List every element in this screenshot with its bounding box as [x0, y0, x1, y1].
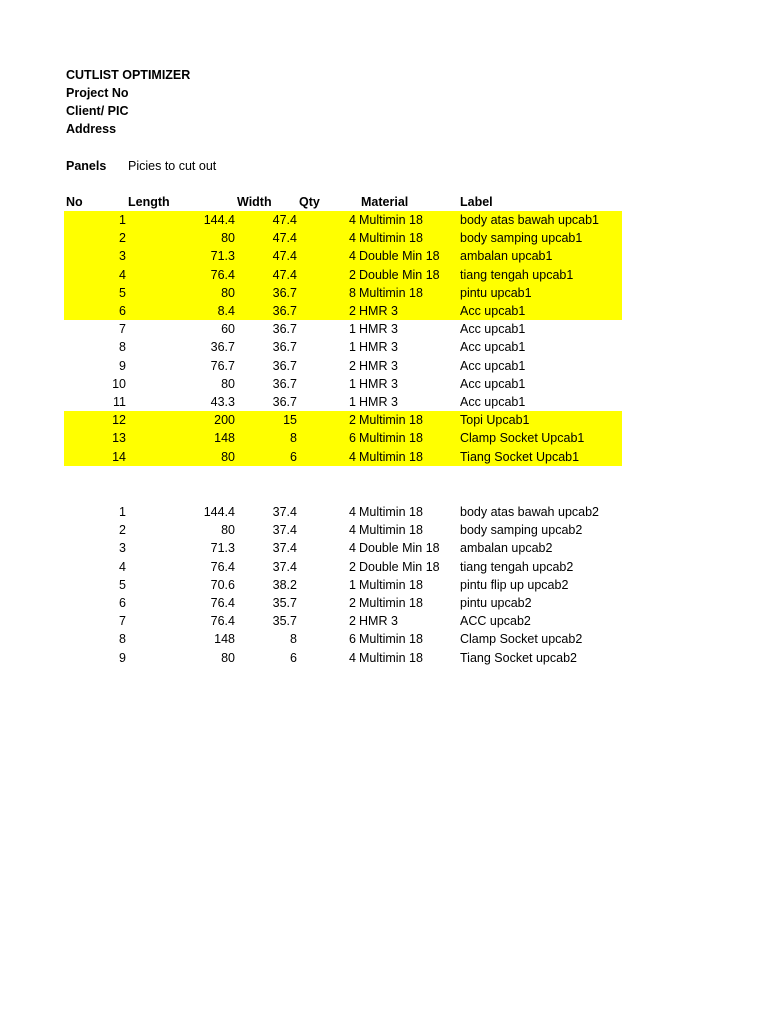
- cell-no: 4: [119, 267, 126, 282]
- cell-material: HMR 3: [359, 395, 398, 409]
- cell-label: Clamp Socket Upcab1: [460, 431, 585, 446]
- table-row: [64, 649, 622, 667]
- cell-no: 5: [119, 285, 126, 300]
- cell-qty: 4: [349, 505, 356, 519]
- table-row: [64, 503, 622, 521]
- table-row: [64, 558, 622, 576]
- cell-material: HMR 3: [359, 376, 398, 391]
- cell-length: 36.7: [210, 340, 235, 355]
- cell-length: 148: [214, 632, 235, 647]
- cell-length: 148: [214, 431, 235, 446]
- cell-no: 8: [119, 632, 126, 647]
- cell-no: 7: [119, 322, 126, 337]
- cell-qty: 4: [349, 213, 356, 227]
- cell-no: 7: [119, 614, 126, 629]
- table-row: [64, 539, 622, 557]
- cell-qty: 2: [349, 596, 356, 610]
- cell-no: 2: [119, 231, 126, 246]
- cell-label: tiang tengah upcab1: [460, 267, 574, 282]
- cell-qty: 2: [349, 413, 356, 428]
- cell-material: Multimin 18: [359, 505, 423, 519]
- cell-label: body atas bawah upcab1: [460, 213, 599, 227]
- cell-length: 71.3: [210, 249, 235, 264]
- table-row: [64, 630, 622, 648]
- cell-width: 15: [283, 413, 297, 428]
- cell-no: 3: [119, 541, 126, 556]
- cell-width: 37.4: [272, 505, 297, 519]
- table-row: [64, 338, 622, 356]
- cell-qty: 2: [349, 358, 356, 373]
- cell-qty: 4: [349, 449, 356, 464]
- cell-length: 8.4: [217, 304, 235, 318]
- cell-material: HMR 3: [359, 614, 398, 629]
- cell-material: Double Min 18: [359, 249, 440, 264]
- cell-width: 8: [290, 431, 297, 446]
- cell-no: 13: [112, 431, 126, 446]
- cell-material: Multimin 18: [359, 523, 423, 538]
- cell-length: 144.4: [203, 213, 235, 227]
- cell-material: Multimin 18: [359, 231, 423, 246]
- cell-material: Multimin 18: [359, 650, 423, 665]
- table-row: [64, 612, 622, 630]
- cell-no: 2: [119, 523, 126, 538]
- cell-width: 8: [290, 632, 297, 647]
- cell-material: Multimin 18: [359, 285, 423, 300]
- cell-no: 6: [119, 596, 126, 610]
- cell-length: 76.4: [210, 267, 235, 282]
- cell-no: 1: [119, 505, 126, 519]
- cell-width: 37.4: [272, 559, 297, 574]
- cell-qty: 2: [349, 614, 356, 629]
- cell-material: Multimin 18: [359, 431, 423, 446]
- table-row: [64, 247, 622, 265]
- cell-material: Multimin 18: [359, 577, 423, 592]
- cell-qty: 1: [349, 340, 356, 355]
- cell-label: pintu upcab2: [460, 596, 532, 610]
- table-row: [64, 576, 622, 594]
- cell-length: 80: [221, 650, 235, 665]
- cell-no: 3: [119, 249, 126, 264]
- cell-qty: 2: [349, 267, 356, 282]
- cell-width: 47.4: [272, 213, 297, 227]
- cell-no: 6: [119, 304, 126, 318]
- cell-label: Clamp Socket upcab2: [460, 632, 583, 647]
- cell-label: Topi Upcab1: [460, 413, 530, 428]
- cell-material: HMR 3: [359, 358, 398, 373]
- cell-material: Double Min 18: [359, 267, 440, 282]
- table-row: [64, 521, 622, 539]
- cell-label: Acc upcab1: [460, 395, 526, 409]
- cell-width: 36.7: [272, 340, 297, 355]
- table-row: [64, 594, 622, 612]
- cell-qty: 2: [349, 559, 356, 574]
- cell-qty: 4: [349, 231, 356, 246]
- cell-width: 47.4: [272, 267, 297, 282]
- sheet-title: CUTLIST OPTIMIZER: [66, 68, 191, 82]
- cell-label: tiang tengah upcab2: [460, 559, 574, 574]
- cell-length: 80: [221, 285, 235, 300]
- table-row: [64, 357, 622, 375]
- cell-qty: 4: [349, 523, 356, 538]
- cell-width: 36.7: [272, 376, 297, 391]
- cell-label: ACC upcab2: [460, 614, 531, 629]
- table-row: [64, 284, 622, 302]
- cell-qty: 4: [349, 249, 356, 264]
- cell-qty: 6: [349, 431, 356, 446]
- cell-qty: 2: [349, 304, 356, 318]
- cell-qty: 4: [349, 650, 356, 665]
- cell-width: 36.7: [272, 322, 297, 337]
- cell-no: 14: [112, 449, 126, 464]
- cell-width: 36.7: [272, 395, 297, 409]
- panels-note: Picies to cut out: [128, 159, 217, 173]
- cell-material: HMR 3: [359, 322, 398, 337]
- cell-length: 76.4: [210, 596, 235, 610]
- cell-label: pintu flip up upcab2: [460, 577, 569, 592]
- cell-length: 144.4: [203, 505, 235, 519]
- cell-width: 47.4: [272, 231, 297, 246]
- table-row: [64, 375, 622, 393]
- cell-width: 47.4: [272, 249, 297, 264]
- panels-label: Panels: [66, 159, 107, 173]
- cell-material: HMR 3: [359, 340, 398, 355]
- cell-width: 35.7: [272, 596, 297, 610]
- cell-label: body atas bawah upcab2: [460, 505, 599, 519]
- cell-width: 36.7: [272, 358, 297, 373]
- table-row: [64, 393, 622, 411]
- project-no-label: Project No: [66, 86, 129, 100]
- col-header-material: Material: [361, 195, 409, 209]
- cell-length: 200: [214, 413, 235, 428]
- cell-no: 5: [119, 577, 126, 592]
- cell-no: 1: [119, 213, 126, 227]
- table-row: [64, 266, 622, 284]
- cell-length: 76.4: [210, 614, 235, 629]
- cell-material: Multimin 18: [359, 596, 423, 610]
- table-row: [64, 211, 622, 229]
- cell-label: Acc upcab1: [460, 322, 526, 337]
- cell-length: 80: [221, 523, 235, 538]
- client-label: Client/ PIC: [66, 104, 129, 118]
- cell-width: 38.2: [272, 577, 297, 592]
- cell-length: 80: [221, 231, 235, 246]
- cell-material: Multimin 18: [359, 213, 423, 227]
- cell-length: 76.4: [210, 559, 235, 574]
- cell-length: 76.7: [210, 358, 235, 373]
- cell-no: 10: [112, 376, 126, 391]
- cell-qty: 1: [349, 395, 356, 409]
- table-row: [64, 448, 622, 466]
- cell-width: 35.7: [272, 614, 297, 629]
- cell-no: 11: [113, 395, 126, 409]
- table-row: [64, 320, 622, 338]
- cell-label: Acc upcab1: [460, 358, 526, 373]
- cell-no: 8: [119, 340, 126, 355]
- cell-material: HMR 3: [359, 304, 398, 318]
- col-header-no: No: [66, 195, 83, 209]
- cell-label: body samping upcab2: [460, 523, 583, 538]
- col-header-qty: Qty: [299, 195, 320, 209]
- cell-width: 36.7: [272, 285, 297, 300]
- cell-length: 60: [221, 322, 235, 337]
- table-row: [64, 302, 622, 320]
- cell-length: 71.3: [210, 541, 235, 556]
- cell-no: 4: [119, 559, 126, 574]
- cell-material: Multimin 18: [359, 449, 423, 464]
- cell-material: Double Min 18: [359, 541, 440, 556]
- cell-material: Multimin 18: [359, 413, 423, 428]
- cell-label: pintu upcab1: [460, 285, 532, 300]
- col-header-width: Width: [237, 195, 272, 209]
- cell-width: 37.4: [272, 523, 297, 538]
- cell-qty: 4: [349, 541, 356, 556]
- cell-qty: 1: [349, 376, 356, 391]
- cell-width: 37.4: [272, 541, 297, 556]
- table-row: [64, 229, 622, 247]
- table-row: [64, 411, 622, 429]
- cell-label: body samping upcab1: [460, 231, 583, 246]
- cell-label: Tiang Socket Upcab1: [460, 449, 580, 464]
- cell-no: 9: [119, 650, 126, 665]
- cell-label: ambalan upcab2: [460, 541, 553, 556]
- cell-no: 9: [119, 358, 126, 373]
- cell-length: 80: [221, 376, 235, 391]
- cell-qty: 6: [349, 632, 356, 647]
- cell-length: 80: [221, 449, 235, 464]
- cell-label: Tiang Socket upcab2: [460, 650, 577, 665]
- cell-width: 6: [290, 650, 297, 665]
- address-label: Address: [66, 122, 117, 136]
- cell-qty: 8: [349, 285, 356, 300]
- cell-label: ambalan upcab1: [460, 249, 553, 264]
- cell-length: 70.6: [210, 577, 235, 592]
- cell-length: 43.3: [210, 395, 235, 409]
- cell-width: 6: [290, 449, 297, 464]
- cell-label: Acc upcab1: [460, 304, 526, 318]
- table-row: [64, 429, 622, 447]
- cell-width: 36.7: [272, 304, 297, 318]
- col-header-length: Length: [128, 195, 170, 209]
- cell-material: Multimin 18: [359, 632, 423, 647]
- cell-qty: 1: [349, 577, 356, 592]
- cell-label: Acc upcab1: [460, 376, 526, 391]
- cell-material: Double Min 18: [359, 559, 440, 574]
- cell-label: Acc upcab1: [460, 340, 526, 355]
- cell-no: 12: [112, 413, 126, 428]
- col-header-label: Label: [460, 195, 493, 209]
- cell-qty: 1: [349, 322, 356, 337]
